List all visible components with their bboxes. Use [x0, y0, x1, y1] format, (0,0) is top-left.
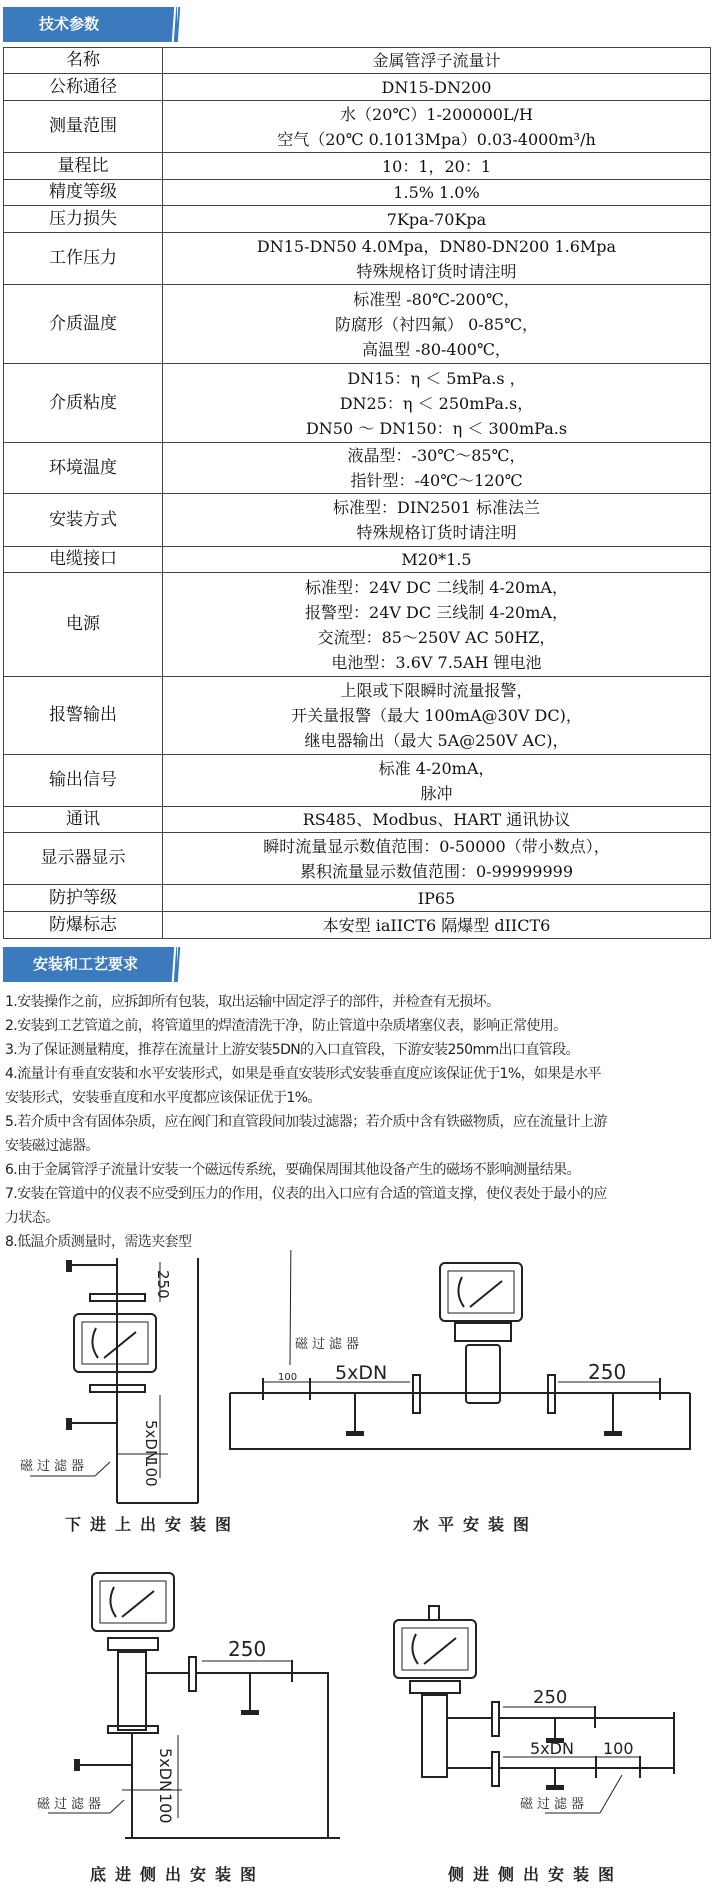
spec-value [163, 833, 711, 885]
caption: 下进上出安装图 [65, 1515, 241, 1534]
spec-label: 压力损失 [4, 206, 163, 233]
spec-value-line: 开关量报警（最大 100mA@30V DC)， [291, 706, 582, 725]
requirement-line: 2.安装到工艺管道之前，将管道里的焊渣清洗干净，防止管道中杂质堵塞仪表，影响正常使用。 [5, 1018, 567, 1034]
spec-row [4, 48, 711, 74]
spec-value [163, 364, 711, 443]
spec-label: 公称通径 [4, 74, 163, 101]
spec-row [4, 443, 711, 494]
spec-row [4, 285, 711, 364]
spec-label: 显示器显示 [4, 833, 163, 885]
dim-250: 250 [154, 1270, 172, 1299]
dim-5xdn: 5xDN [335, 1362, 388, 1384]
spec-value-line: 液晶型：-30℃～85℃， [347, 446, 526, 465]
spec-row [4, 807, 711, 833]
spec-value-line: 水（20℃）1-200000L/H [340, 104, 533, 124]
spec-value-line: DN15-DN200 [381, 77, 492, 97]
diagram-side-in-side-out [394, 1606, 674, 1884]
requirement-line: 安装磁过滤器。 [5, 1138, 99, 1154]
spec-label: 报警输出 [4, 677, 163, 755]
spec-value [163, 74, 711, 101]
spec-table [3, 47, 711, 939]
section-title: 安装和工艺要求 [33, 955, 139, 973]
dim-100: 100 [603, 1739, 634, 1758]
spec-value-line: DN25：η ＜ 250mPa.s， [339, 393, 534, 413]
spec-label: 名称 [4, 48, 163, 74]
spec-value-line: 报警型：24V DC 三线制 4-20mA， [305, 602, 568, 622]
spec-value-line: 7Kpa-70Kpa [386, 209, 487, 229]
spec-value-line: 交流型：85～250V AC 50HZ， [317, 627, 556, 647]
spec-value [163, 285, 711, 364]
spec-value-line: 脉冲 [420, 783, 453, 803]
spec-label: 量程比 [4, 153, 163, 180]
spec-value-line: 金属管浮子流量计 [372, 51, 501, 70]
filter-label: 磁过滤器 [295, 1337, 364, 1352]
spec-value [163, 885, 711, 912]
spec-label: 电缆接口 [4, 547, 163, 573]
spec-label: 输出信号 [4, 755, 163, 807]
spec-row [4, 912, 711, 939]
section-header-tech-params [3, 7, 177, 42]
spec-value-line: 指针型：-40℃～120℃ [350, 471, 523, 490]
filter-label: 磁过滤器 [520, 1797, 589, 1812]
spec-row [4, 547, 711, 573]
diagram-bottom-in-side-out [37, 1573, 340, 1884]
spec-label: 测量范围 [4, 101, 163, 153]
dim-100: 100 [142, 1458, 160, 1487]
spec-label: 通讯 [4, 807, 163, 833]
caption: 侧进侧出安装图 [448, 1865, 624, 1884]
caption: 水平安装图 [413, 1515, 539, 1534]
spec-value-line: M20*1.5 [401, 550, 472, 569]
spec-value-line: 10：1，20：1 [381, 156, 492, 176]
spec-value-line: 标准型 -80℃-200℃， [353, 289, 520, 309]
section-header-install [3, 947, 177, 982]
spec-row [4, 180, 711, 206]
spec-label: 介质温度 [4, 285, 163, 364]
spec-label: 精度等级 [4, 180, 163, 206]
spec-value-line: 瞬时流量显示数值范围：0-50000（带小数点）， [263, 836, 610, 856]
spec-row [4, 573, 711, 677]
spec-label: 防爆标志 [4, 912, 163, 939]
spec-value-line: DN50 ～ DN150：η ＜ 300mPa.s [305, 418, 568, 438]
requirement-line: 8.低温介质测量时，需选夹套型 [5, 1234, 192, 1250]
filter-label: 磁过滤器 [20, 1459, 89, 1474]
spec-row [4, 677, 711, 755]
spec-value-line: 特殊规格订货时请注明 [356, 261, 517, 281]
dim-5xdn: 5xDN [530, 1739, 574, 1758]
spec-row [4, 153, 711, 180]
caption: 底进侧出安装图 [90, 1865, 266, 1884]
requirement-line: 安装形式，安装垂直度和水平度都应该保证优于1%。 [5, 1090, 321, 1106]
dim-5xdn: 5xDN [142, 1420, 160, 1462]
diagram-bottom-in-top-out [20, 1258, 240, 1534]
spec-value-line: DN15：η ＜ 5mPa.s ， [347, 368, 526, 388]
spec-label: 环境温度 [4, 443, 163, 494]
spec-row [4, 206, 711, 233]
spec-value [163, 233, 711, 285]
diagram-horizontal [230, 1250, 690, 1534]
spec-value-line: 累积流量显示数值范围：0-99999999 [299, 861, 574, 881]
spec-label: 安装方式 [4, 494, 163, 547]
spec-value-line: IP65 [417, 888, 456, 908]
spec-value-line: 电池型：3.6V 7.5AH 锂电池 [331, 652, 542, 672]
spec-label: 工作压力 [4, 233, 163, 285]
spec-value [163, 48, 711, 74]
requirement-line: 3.为了保证测量精度，推荐在流量计上游安装5DN的入口直管段，下游安装250mm出口直管段。 [5, 1042, 579, 1058]
spec-value [163, 912, 711, 939]
spec-value-line: 防腐形（衬四氟） 0-85℃， [335, 314, 538, 334]
requirement-line: 1.安装操作之前，应拆卸所有包装，取出运输中固定浮子的部件，并检查有无损坏。 [5, 994, 500, 1010]
spec-value [163, 677, 711, 755]
spec-label: 介质粘度 [4, 364, 163, 443]
spec-row [4, 364, 711, 443]
spec-value-line: 空气（20℃ 0.1013Mpa）0.03-4000m³/h [277, 129, 596, 149]
spec-row [4, 233, 711, 285]
spec-value-line: 标准 4-20mA， [378, 758, 495, 778]
spec-value-line: 1.5% 1.0% [393, 183, 480, 202]
spec-label: 电源 [4, 573, 163, 677]
section-title: 技术参数 [39, 15, 100, 33]
requirement-line: 7.安装在管道中的仪表不应受到压力的作用，仪表的出入口应有合适的管道支撑，使仪表处于最小的应 [5, 1186, 607, 1202]
requirement-line: 6.由于金属管浮子流量计安装一个磁远传系统，要确保周围其他设备产生的磁场不影响测量结果。 [5, 1162, 580, 1178]
filter-label: 磁过滤器 [37, 1797, 106, 1812]
spec-value [163, 153, 711, 180]
spec-value-line: 本安型 iaIICT6 隔爆型 dIICT6 [322, 915, 551, 935]
spec-value-line: 标准型：24V DC 二线制 4-20mA， [305, 577, 568, 597]
requirement-line: 力状态。 [5, 1210, 59, 1226]
spec-value [163, 494, 711, 547]
spec-value-line: DN15-DN50 4.0Mpa，DN80-DN200 1.6Mpa [256, 236, 617, 256]
spec-value [163, 573, 711, 677]
spec-row [4, 101, 711, 153]
dim-250: 250 [228, 1637, 267, 1661]
installation-diagrams [0, 1250, 716, 1900]
spec-row [4, 494, 711, 547]
spec-value-line: 上限或下限瞬时流量报警， [340, 681, 533, 700]
install-requirements [5, 990, 715, 1254]
spec-value [163, 206, 711, 233]
spec-row [4, 755, 711, 807]
dim-100: 100 [278, 1372, 298, 1383]
dim-250: 250 [533, 1687, 568, 1708]
spec-value-line: RS485、Modbus、HART 通讯协议 [302, 810, 571, 829]
dim-100: 100 [156, 1793, 175, 1824]
spec-value-line: 继电器输出（最大 5A@250V AC)， [304, 731, 569, 750]
spec-label: 防护等级 [4, 885, 163, 912]
spec-value-line: 特殊规格订货时请注明 [356, 523, 517, 542]
dim-250: 250 [588, 1360, 627, 1384]
dim-5xdn: 5xDN [156, 1748, 175, 1792]
spec-row [4, 833, 711, 885]
spec-value-line: 标准型：DIN2501 标准法兰 [333, 498, 540, 517]
spec-value [163, 547, 711, 573]
spec-value [163, 180, 711, 206]
spec-value [163, 443, 711, 494]
spec-value [163, 807, 711, 833]
spec-value-line: 高温型 -80-400℃， [362, 339, 511, 359]
spec-row [4, 74, 711, 101]
spec-value [163, 101, 711, 153]
requirement-line: 4.流量计有垂直安装和水平安装形式，如果是垂直安装形式安装垂直度应该保证优于1%，如果是水平 [5, 1066, 601, 1082]
spec-value [163, 755, 711, 807]
requirement-line: 5.若介质中含有固体杂质，应在阀门和直管段间加装过滤器；若介质中含有铁磁物质，应在流量计上游 [5, 1114, 607, 1130]
spec-row [4, 885, 711, 912]
